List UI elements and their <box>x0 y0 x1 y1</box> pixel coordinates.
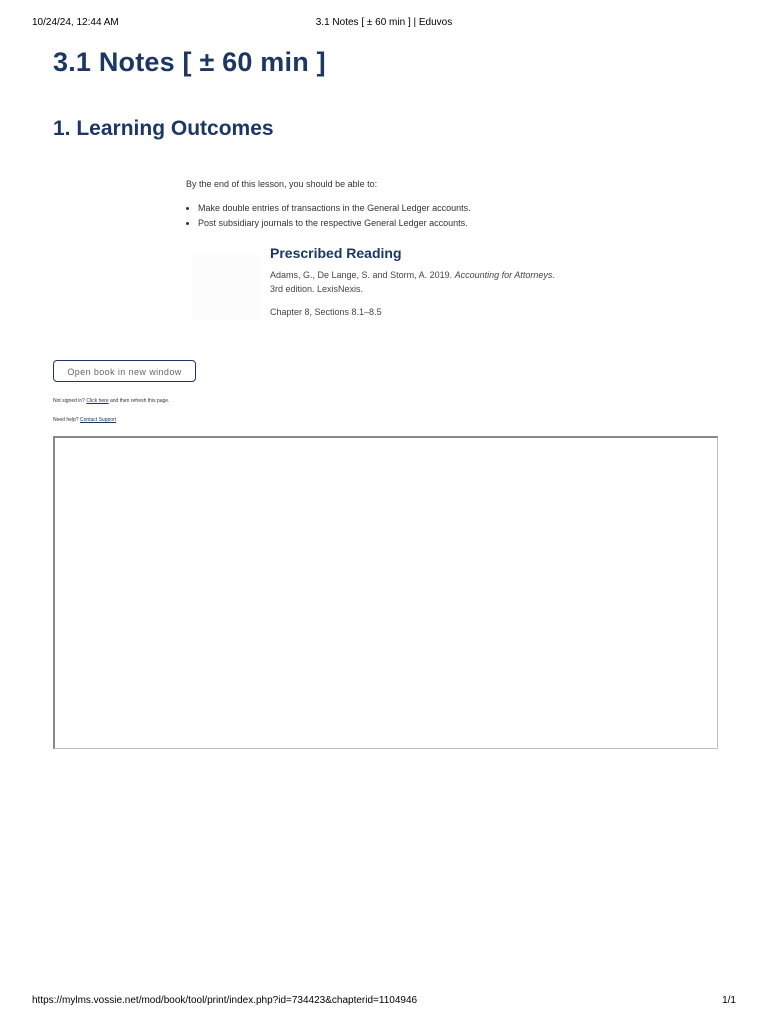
help-note <box>53 417 116 423</box>
open-book-button[interactable]: Open book in new window <box>53 360 196 382</box>
section-heading: 1. Learning Outcomes <box>53 117 274 140</box>
print-page-title: 3.1 Notes [ ± 60 min ] | Eduvos <box>315 17 453 28</box>
list-item: • Post subsidiary journals to the respective General Ledger accounts. <box>198 218 471 229</box>
reading-chapter: Chapter 8, Sections 8.1–8.5 <box>270 307 382 317</box>
print-footer <box>32 995 736 1009</box>
print-page-number: 1/1 <box>722 995 736 1006</box>
prescribed-reading-heading: Prescribed Reading <box>270 245 402 261</box>
contact-support-link[interactable]: Contact Support <box>79 417 117 423</box>
print-header <box>32 17 736 31</box>
citation-book-title: Accounting for Attorneys <box>454 270 553 280</box>
citation-title-suffix: . <box>552 270 555 280</box>
click-here-link[interactable]: Click here <box>86 398 109 404</box>
citation-edition: 3rd edition. LexisNexis. <box>270 284 364 294</box>
print-date-time: 10/24/24, 12:44 AM <box>32 17 119 28</box>
list-item: • Make double entries of transactions in the General Ledger accounts. <box>198 203 471 214</box>
embedded-book-frame[interactable] <box>53 436 718 749</box>
help-prefix: Need help? <box>53 417 80 423</box>
learning-outcomes-list <box>186 203 471 233</box>
intro-text: By the end of this lesson, you should be able to: <box>186 179 378 189</box>
book-cover-image <box>192 254 260 320</box>
print-url: https://mylms.vossie.net/mod/book/tool/print/index.php?id=734423&chapterid=1104946 <box>32 995 418 1006</box>
reading-citation <box>270 268 555 296</box>
signin-note <box>53 398 169 404</box>
page-title: 3.1 Notes [ ± 60 min ] <box>53 47 326 77</box>
citation-authors: Adams, G., De Lange, S. and Storm, A. 2019. <box>270 270 455 280</box>
signin-prefix: Not signed in? <box>53 398 87 404</box>
signin-suffix: and then refresh this page. <box>108 398 170 404</box>
